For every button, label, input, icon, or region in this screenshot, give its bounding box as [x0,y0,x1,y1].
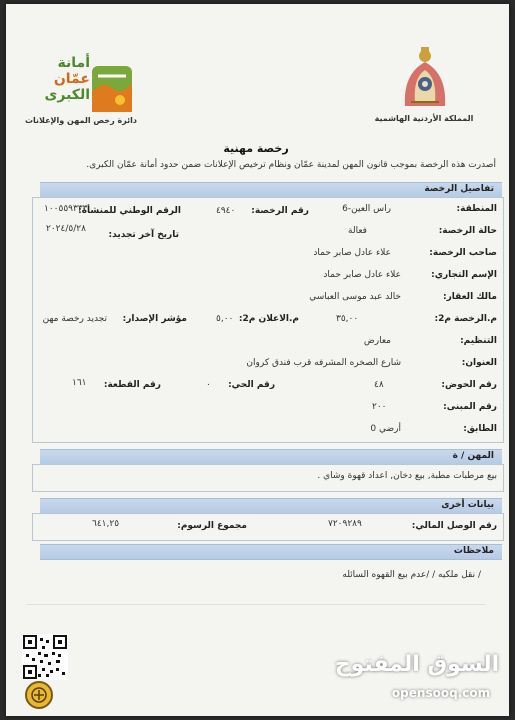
label-license-no: رقم الرخصة: [251,206,309,216]
label-total-fees: مجموع الرسوم: [177,521,247,531]
label-receipt-no: رقم الوصل المالي: [411,521,497,531]
section-other-data [40,498,502,514]
section-license-details [40,182,502,198]
value-trade-name: علاء عادل صابر حماد [323,270,401,280]
license-document [6,4,509,716]
label-floor: الطابق: [463,424,497,434]
section-professions [40,449,502,465]
label-building-no: رقم المبنى: [443,402,497,412]
label-area: م.الرخصة م2: [434,314,497,324]
value-notes: / نقل ملكيه / /عدم بيع القهوه السائله [342,570,481,580]
section-title: بيانات أخرى [441,500,494,510]
value-basin-no: ٤٨ [374,380,384,390]
section-title: تفاصيل الرخصة [424,184,494,194]
label-address: العنوان: [461,358,497,368]
label-ad-area: م.الاعلان م2: [238,314,299,324]
qr-code-icon [22,634,68,680]
country-name: المملكة الأردنية الهاشمية [374,114,474,123]
value-building-no: ٢٠٠ [372,402,387,412]
gam-logo-mark-icon [90,62,134,116]
label-organization: التنظيم: [460,336,497,346]
value-plot-no: ١٦١ [72,378,87,388]
document-title: رخصة مهنية [223,142,289,155]
label-district-no: رقم الحي: [228,380,275,390]
label-status: حالة الرخصة: [438,226,497,236]
label-national-no: الرقم الوطني للمنشأة: [78,206,181,216]
intro-text: أصدرت هذه الرخصة بموجب قانون المهن لمدينة عمّان ونظام ترخيص الإعلانات ضمن حدود أمانة عمّان الكبرى. [86,160,496,170]
value-total-fees: ٦٤١,٢٥ [92,519,120,529]
label-last-renewal: تاريخ آخر تجديد: [108,230,179,240]
section-title: ملاحظات [453,546,494,556]
value-national-no: ١٠٠٥٥٩٣٣٣ [44,204,88,214]
divider [26,604,486,605]
label-plot-no: رقم القطعة: [103,380,161,390]
department-name: دائرة رخص المهن والإعلانات [24,116,138,125]
value-ad-area: ٥,٠٠ [216,314,234,324]
watermark-brand-en: opensooq.com [391,686,491,700]
value-address: شارع الصخره المشرفه قرب فندق كروان [246,358,401,368]
value-floor: أرضي 0 [370,424,401,434]
section-notes [40,544,502,560]
value-district-no: ٠ [206,380,211,390]
value-receipt-no: ٧٢٠٩٢٨٩ [328,519,362,529]
gam-logo [26,48,136,120]
seal-stamp-icon [24,680,54,710]
value-region: راس العين-6 [342,204,391,214]
label-property-owner: مالك العقار: [442,292,497,302]
value-area: ٣٥,٠٠ [336,314,359,324]
value-issue-indicator: تجديد رخصة مهن [42,314,107,324]
value-organization: معارض [363,336,391,346]
jordan-emblem-icon [399,44,451,110]
label-issue-indicator: مؤشر الإصدار: [122,314,187,324]
logo-line-3: الكبرى [44,87,90,103]
watermark-brand-ar: السوق المفتوح [334,652,500,677]
value-last-renewal: ٢٠٢٤/٥/٢٨ [46,224,86,234]
label-region: المنطقة: [456,204,497,214]
value-property-owner: خالد عبد موسى العباسي [309,292,401,302]
label-trade-name: الإسم التجاري: [431,270,497,280]
value-status: فعالة [348,226,367,236]
value-owner: علاء عادل صابر حماد [313,248,391,258]
label-basin-no: رقم الحوض: [441,380,497,390]
value-license-no: ٤٩٤٠ [216,206,236,216]
logo-line-2: عمّان [53,71,90,87]
logo-line-1: أمانة [57,55,90,71]
section-title: المهن / ة [452,451,494,461]
label-owner: صاحب الرخصة: [429,248,497,258]
value-professions: بيع مرطبات مطبة, بيع دخان, اعداد قهوة وشاي . [317,471,497,481]
